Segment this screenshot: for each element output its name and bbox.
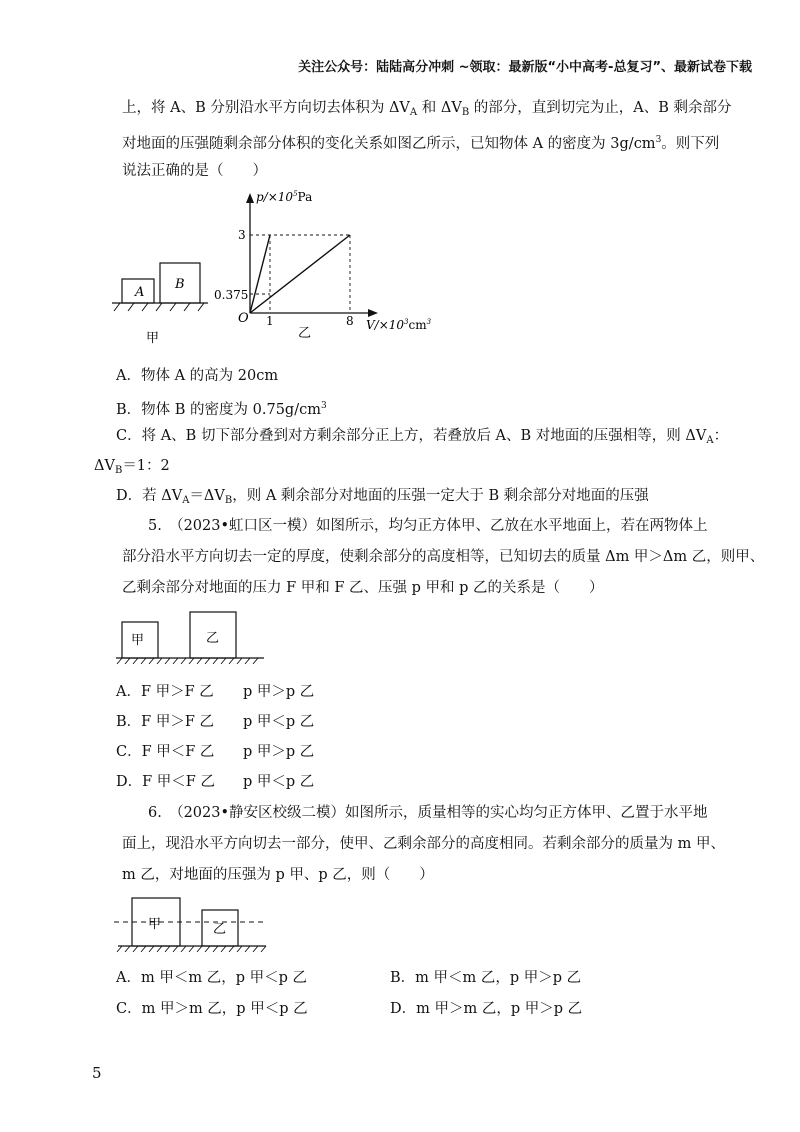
q4-graph-yi [210,185,432,345]
q5-line-1: 5. （2023•虹口区一模）如图所示，均匀正方体甲、乙放在水平地面上，若在两物体上 [148,518,708,534]
x-axis-arrow [368,309,378,317]
q5-option-a-p: p 甲＞p 乙 [243,684,315,700]
y-tick-0375: 0.375 [214,288,249,302]
ground-hatch [117,946,266,952]
q5-option-d-f: D．F 甲＜F 乙 [116,774,215,790]
y-tick-3: 3 [238,228,246,242]
q5-option-b-f: B．F 甲＞F 乙 [116,714,214,730]
block-yi-label: 乙 [206,631,220,646]
block-a-label: A [135,285,145,300]
q5-option-c-p: p 甲＞p 乙 [243,744,315,760]
q4-option-c: C．将 A、B 切下部分叠到对方剩余部分正上方，若叠放后 A、B 对地面的压强相等，则 $\Delta V_A$： [116,428,729,446]
page-header: 关注公众号：陆陆高分冲刺 ~领取：最新版“小中高考-总复习”、最新试卷下载 [298,60,752,75]
q5-option-d-p: p 甲＜p 乙 [243,774,315,790]
line-b [250,235,350,313]
q5-line-2: 部分沿水平方向切去一定的厚度，使剩余部分的高度相等，已知切去的质量 Δm 甲＞Δm 乙，则甲、 [122,549,765,565]
q6-figure [110,892,280,958]
q4-line-3: 说法正确的是（ ） [122,163,267,179]
q5-option-c-f: C．F 甲＜F 乙 [116,744,215,760]
q5-option-a-f: A．F 甲＞F 乙 [116,684,214,700]
q5-figure [114,608,274,668]
figure-yi-caption: 乙 [298,326,312,341]
q6-line-1: 6. （2023•静安区校级二模）如图所示，质量相等的实心均匀正方体甲、乙置于水平地 [148,805,708,821]
q4-option-d: D．若 $\Delta V_A=\Delta V_B$，则 A 剩余部分对地面的压强一定大于 B 剩余部分对地面的压强 [116,488,649,506]
block-b-label: B [175,277,185,292]
q5-option-b-p: p 甲＜p 乙 [243,714,315,730]
figure-jia-caption: 甲 [146,331,160,346]
q6-option-c: C．m 甲＞m 乙，p 甲＜p 乙 [116,1001,308,1017]
q6-line-3: m 乙，对地面的压强为 p 甲、p 乙，则（ ） [122,867,434,883]
block-jia-label: 甲 [131,633,145,648]
q4-option-b: B．物体 B 的密度为 $0.75g/cm^3$ [116,401,327,418]
line-a [250,235,270,313]
x-tick-8: 8 [346,314,354,328]
q6-option-d: D．m 甲＞m 乙，p 甲＞p 乙 [390,1001,583,1017]
ground-hatch [117,658,258,664]
ground-hatch [114,303,204,311]
block-jia-label: 甲 [148,917,162,932]
q4-option-c-cont: $\Delta V_B=1$：2 [94,458,170,476]
q4-figure-jia [110,255,210,345]
q6-option-a: A．m 甲＜m 乙，p 甲＜p 乙 [116,970,307,986]
y-axis-arrow [246,193,254,203]
q5-line-3: 乙剩余部分对地面的压力 F 甲和 F 乙、压强 p 甲和 p 乙的关系是（ ） [122,580,604,596]
x-tick-1: 1 [266,314,274,328]
y-axis-label: $p/\times 10^5Pa$ [256,190,313,204]
x-axis-label: $V/\times 10^3cm^3$ [366,318,432,332]
q4-line-2: 对地面的压强随剩余部分体积的变化关系如图乙所示，已知物体 A 的密度为 $3g/cm^3$。则下列 [122,135,720,152]
q4-line-1: 上，将 A、B 分别沿水平方向切去体积为 $\Delta V_A$ 和 $\Delta V_B$ 的部分，直到切完为止，A、B 剩余部分 [122,100,732,118]
q6-line-2: 面上，现沿水平方向切去一部分，使甲、乙剩余部分的高度相同。若剩余部分的质量为 m 甲、 [122,836,725,852]
q6-option-b: B．m 甲＜m 乙，p 甲＞p 乙 [390,970,582,986]
origin-label: O [238,311,249,326]
block-yi-label: 乙 [213,922,227,937]
q4-option-a: A．物体 A 的高为 20cm [116,368,279,384]
page-number: 5 [92,1064,102,1082]
